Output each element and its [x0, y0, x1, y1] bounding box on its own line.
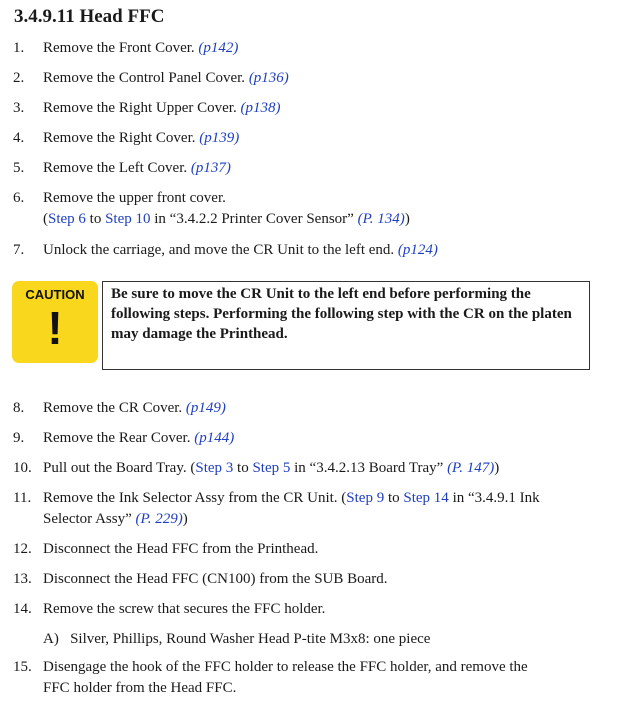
caution-text: Be sure to move the CR Unit to the left end before performing the following steps. Performing the following step with the CR on the platen may damage the Printhead. [102, 281, 590, 370]
step-number: 14. [13, 601, 32, 617]
step-number: 3. [13, 100, 25, 116]
step-link[interactable]: Step 5 [252, 460, 291, 476]
step-text: Remove the Ink Selector Assy from the CR Unit. ( [43, 490, 347, 506]
step-number: 10. [13, 460, 32, 476]
step-number: 4. [13, 130, 25, 146]
step-text: Unlock the carriage, and move the CR Unit to the left end. [43, 242, 395, 258]
step-text: Disconnect the Head FFC (CN100) from the SUB Board. [43, 571, 388, 587]
step-link[interactable]: Step 6 [48, 211, 86, 227]
caution-notice [12, 281, 592, 372]
step-number: 2. [13, 70, 25, 86]
step-number: 6. [13, 190, 25, 206]
paren-close: ) [182, 511, 188, 527]
step-number: 1. [13, 40, 25, 56]
substep: A) Silver, Phillips, Round Washer Head P-tite M3x8: one piece [43, 631, 431, 647]
step-number: 15. [13, 659, 32, 675]
connector-text: to [85, 211, 106, 227]
page-ref-link[interactable]: (p137) [190, 160, 231, 176]
step-text: Pull out the Board Tray. ( [43, 460, 196, 476]
step-number: 8. [13, 400, 25, 416]
step-link[interactable]: Step 14 [403, 490, 449, 506]
step-number: 12. [13, 541, 32, 557]
page-title: 3.4.9.11 Head FFC [14, 6, 165, 27]
page-ref-link[interactable]: (p142) [198, 40, 239, 56]
step-number: 11. [13, 490, 32, 506]
step-text: Remove the Right Upper Cover. [43, 100, 237, 116]
paren-close: ) [494, 460, 500, 476]
section-ref-text: Selector Assy” [43, 511, 136, 527]
step-link[interactable]: Step 10 [105, 211, 151, 227]
step-text: FFC holder from the Head FFC. [43, 680, 237, 696]
connector-text: to [233, 460, 253, 476]
step-text: Remove the Rear Cover. [43, 430, 191, 446]
caution-icon [12, 281, 98, 363]
step-text: Remove the Right Cover. [43, 130, 196, 146]
step-number: 13. [13, 571, 32, 587]
page-ref-link[interactable]: (P. 229) [135, 511, 183, 527]
step-number: 9. [13, 430, 25, 446]
page-ref-link[interactable]: (p144) [194, 430, 235, 446]
step-link[interactable]: Step 3 [195, 460, 234, 476]
section-ref-text: in “3.4.2.13 Board Tray” [290, 460, 448, 476]
paren-close: ) [404, 211, 410, 227]
paren-open: ( [43, 211, 48, 227]
step-text: Remove the Control Panel Cover. [43, 70, 246, 86]
step-text: Remove the screw that secures the FFC holder. [43, 601, 326, 617]
connector-text: to [384, 490, 404, 506]
step-number: 5. [13, 160, 25, 176]
step-text: Disconnect the Head FFC from the Printhead. [43, 541, 319, 557]
step-text: Disengage the hook of the FFC holder to release the FFC holder, and remove the [43, 659, 528, 675]
step-link[interactable]: Step 9 [346, 490, 385, 506]
section-ref-text: in “3.4.2.2 Printer Cover Sensor” [150, 211, 358, 227]
page-ref-link[interactable]: (p149) [185, 400, 226, 416]
page-ref-link[interactable]: (p136) [248, 70, 289, 86]
section-ref-text: in “3.4.9.1 Ink [448, 490, 540, 506]
page-ref-link[interactable]: (p139) [199, 130, 240, 146]
step-text: Remove the upper front cover. [43, 190, 226, 206]
page-ref-link[interactable]: (p138) [240, 100, 281, 116]
exclamation-icon: ! [47, 302, 63, 354]
step-text: Remove the Left Cover. [43, 160, 188, 176]
step-number: 7. [13, 242, 25, 258]
page-ref-link[interactable]: (P. 134) [357, 211, 405, 227]
caution-label: CAUTION [25, 287, 85, 302]
page-ref-link[interactable]: (P. 147) [447, 460, 495, 476]
step-text: Remove the Front Cover. [43, 40, 195, 56]
page-ref-link[interactable]: (p124) [397, 242, 438, 258]
step-text: Remove the CR Cover. [43, 400, 183, 416]
